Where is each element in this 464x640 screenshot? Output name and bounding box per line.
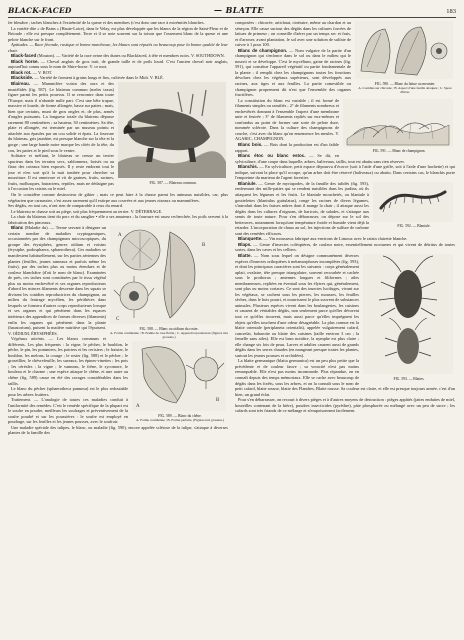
figure-caption: FIG. 591. — Blanc de champignon. [372,149,426,154]
figure-subcaption: A. Forme conidienne ; B. Feuille de rose flétrie ; C. Appareil reproducteur (figures très grossies.) [110,331,228,340]
entry-text: — Les blancs communs et différents. Les plus fréquents : la vigne, le pêcher, le houblon, le pêche, le pin, les pommiers, les poiriers et les cerisiers ; le fraisier, le houblon, les melons, la courge ; le rosier (fig. 588) et le pêcher ; le groseillier, le chèvrefeuille, les sureaux, les épines-vinettes ; les pois ; les céréales ; la vigne ; le vanneau, le frêne, le sycomore, le bouleau et le charme ; une espèce attaque le chêne, et une autre au chêne (fig. 589) cause en été des ravages considérables dans les taillis. [8,336,128,386]
paragraph: Pour s'en débarrasser, on recourt à divers pièges et à d'autres moyens de destruction : pièges appâtés (jattes enduites de miel, bouteilles contenant de la bière), poudres insecticides (pyrèthre), pâte phosphorée ou mélangé avec un peu de sucre ; les cafards sont très friands de ce mélange et n'empoisonnent facilement. [235,397,455,414]
running-head-left: BLACK-FACED [8,6,72,15]
figure-593 [363,254,455,381]
entry-headword: Blanchis. [238,164,259,170]
page-header [8,5,456,18]
entry-black-horse [8,59,228,70]
oak-mildew-illustration [132,341,226,411]
figure-587 [118,82,228,185]
entry-text: (Mouton). — Variété de la race ovine des dunes ou Blackfaced, à tête et membres noirs. V. SOUTHDOWN. [37,53,225,59]
entry-headword: Végétaux atteints. [11,336,45,342]
paragraph: Ses dégâts, en tout cas, n'ont rien de comparable à ceux du renard. [8,203,124,209]
mushroom-spawn-illustration [343,99,453,147]
entry-headword: Blaps. [238,241,252,247]
entry-text: (Maladie du). — Terme servant à désigner un certain nombre de maladies cryptogamiques, occasionnées par des champignons microscopiques, du groupe des érysiphées, genres oïdium et voisins (érysiphe, podosphaera, sphaerotheca). Ces maladies se manifestent habituellement, sur les parties aériennes des plantes (feuilles, jeunes rameaux et parfois même les fruits), par des taches plus ou moins étendues et de couleur blanchâtre (d'où le nom de blanc). Examinées de près, ces taches sont constituées par le tissu végétal plus ou moins enchevêtré et ses organes reproducteurs d'abord les minces filaments descente dans les squats se divisent les conidies reproductrices du champignon, au milieu du feutrage mycélien, les périthèces dans lesquels se formera d'autres corps reproducteurs lorsque et ses organes et qui pénètrent dans les espaces intérieurs des appendices de formes diverses (filaments) enfin les organes qui pénètrent dans la plante (haustorium), puisent la matière nutritive qui l'épuisent. V. OÏDIUM, ÉRYSIPHÉES. [8,225,106,336]
paragraph: On le considère comme destructeur de gibier ; mais ce peut faire à la chasse parmi les animaux nuisibles, car, plus végétarien que carnassier, c'est assez rarement qu'il extirpe aux couvées et aux jeunes oiseaux ou mammifères. [8,191,228,203]
entry-headword: Blatte. [238,252,252,258]
page-number: 183 [446,8,456,15]
badger-illustration [118,82,226,178]
entry-blanc-etoc [235,153,455,164]
paragraph: composées : chicorée, artichaut, cinéraire, même au chardon et au séneçon. Elle cause surtout des dégâts dans les cultures forcées de laitues de primeur ; on conseille d'aérer par un temps sec et frais, et d'arroser, avant plantation, le sol avec une solution de sulfate de cuivre à 1 pour 100. [235,20,351,48]
entry-headword: Blanc de champignon. [238,47,288,53]
left-column [8,20,228,638]
paragraph: La constitution du blanc est variable ; il est formé de filaments simples ou ramifiés ; 2° de filaments nombreux et enchevêtrés donnant à l'ensemble l'aspect d'une membrane unie et feutrée ; 3° de filaments repliés sur eux-mêmes et confondus au point de former une sorte de pelote dure, nommée sclérote. Dans la culture des champignons de couche, c'est avec du blanc qu'on ensemence les meules. V. AGARIC, CHAMPIGNON. [235,97,339,142]
cockroach-illustration [363,254,453,374]
paragraph: Traitement. — L'analogie de toutes ces maladies conduit à l'uniformité des remèdes. C'est le remède spécifique de la plupart est le soufre en poudre, meilleurs les soufrages et préventivement de la soufre poudré et sur les poussières : le soufre est employé en poudrage, sur les feuilles et les jeunes pousses, avec le soufroir. [8,397,128,425]
rose-mildew-illustration [110,226,226,324]
paragraph: Le blanc du pêcher (sphaerotheca pannosa) est le plus redoutable pour les arbres fruitiers. [8,386,128,397]
paragraph: Le blaireau se chasse soit au piège, soit plus fréquemment au terrier. V. DÉTERRAGE. [11,208,163,214]
paragraph: fer bleuâtre ; taches blanches à l'extrémité de la queue et des membres (c'est donc une race à extrémités blanches. [8,20,205,25]
entry-headword: Blanc [11,225,24,231]
figure-590 [355,21,455,94]
right-column [235,20,455,638]
paragraph: Solitaire et méfiant, le blaireau se creuse un terrier spacieux dans les terrains secs, sablonneux, boisés ou au flanc des coteaux bien exposés. Il y reste endormi tout le jour et n'en sort qu'à la nuit tombée pour chercher sa nourriture. Il est omnivore et vit de graines, fruits, racines, fruits, mollusques, batraciens, reptiles, mais ne dédaigne pas à l'occasion les raisins ou le miel. [8,153,114,192]
entry-text: — Genre d'insectes coléoptères, de couleur noire, essentiellement nocturnes et qui vivent de détritus de toutes sortes, dans les caves et les celliers. [235,241,455,253]
entry-text: — En sylviculture, petit espace dépourvu d'écorce (soit à l'aide d'une griffe, soit à l'aide d'une hachette) et qui indique, suivant la place qu'il occupe, qu'un arbre doit être réservé (baliveaux) ou abattu. Dans certains cas, le blanchis porte l'empreinte du marteau de l'agent forestier. [235,164,455,181]
figure-591 [343,99,455,154]
entry-text: — Nom sous lequel on désigne communément diverses espèces d'insectes orthoptères à métamorphoses incomplètes (fig. 593), et dont les principaux caractères sont les suivants : corps généralement aplati, ovalaire, tête presque triangulaire, souvent recourbée et cachée sous le prothorax ; antennes longues et filiformes ; ailes membraneuses, repliées en éventail sous les élytres qui, généralement, sont plus ou moins coriaces. Ce sont des insectes lucifuges, vivant sur les végétaux, se cachent sous les pierres, les mousses, les feuilles sèches, dans le bois pourri, et nourrissent le plus souvent de substances animales. Plusieurs espèces vivent dans les boulangeries, les cuisines et causent de véritables dégâts, non seulement parce qu'elles dévorent tout ce qu'elles trouvent, mais aussi parce qu'elles imprègnent les objets qu'elles touchent d'une odeur désagréable. La plus connue est la blatte orientale (periplaneta orientalis), appelée vulgairement cafard, cancrelat, babarotte ou blatte des cuisines (taille environ 3 cm ; la femelle sans ailes). Elle est brun noirâtre, la nymphe est plus claire ; elle change six fois de peau. Larves et adultes causent aussi de grands dégâts dans les serres chaudes (en mangeant presque toutes les plantes, surtout les jeunes pousses et orchidées). [235,252,359,358]
entry-text: — Vin mousseux fabriqué aux environs de Limoux avec le raisin clairette blanche. [263,236,408,242]
paragraph [8,42,228,53]
entry-text: — V. ROT. [32,69,53,75]
entry-headword: Blaireau. [11,81,31,87]
figure-caption: FIG. 588. — Blanc ou oïdium du rosier. [139,326,199,331]
figure-589 [132,341,228,422]
figure-subcaption: A. Conidies sur chicorée ; B. Aspect d'une feuille attaquée ; C. Spore d'hiver. [358,85,452,94]
entry-headword: Blanc étoc ou blanc estoc. [238,153,306,159]
entry-text: — Bois dont la production est d'un faible rapport. [235,142,339,153]
entry-text: — Se dit, en sylviculture, d'une coupe dans laquelle, arbres, baliveaux, taillis, tout est abattu sans rien réserver. [235,153,405,164]
entry-headword: Blaniule. [238,180,257,186]
running-head-title: — BLATTE [213,5,264,15]
paragraph: La chair du blaireau tient du porc et du sanglier • elle a ses amateurs ; la fourrure est assez recherchée, les poils servent à la fabrication des pinceaux. [8,214,228,225]
entry-headword: Blanquette. [238,236,263,242]
entry-text: — Genre de myriapodes, de la famille des iulidés (fig. 593), renfermant des mille-pattes qui se rendent nuisibles dans les jardins, où ils attaquent les légumes et les fruits. Le blaniule mouchetés, ou blaniule à gouttelettes (blaniulus guttulatus), ronge les racines de divers légumes, s'introduit dans les fraises mûres dont il mange la chair ; il attaque aussi les dégâts dans les cultures d'oignons, de haricots, de salades, et s'attaque aux semis de toute nature. Pour s'en débarrasser, on dépose sur le sol des betteraves, notamment lorsqu'une température froide et humide vient déjà la retarder. L'incorporation de chaux au sol, les injections de sulfure de carbone sont des remèdes efficaces. [235,180,369,236]
figure-caption: FIG. 589. — Blanc du chêne. [158,413,202,418]
figure-588 [110,226,228,339]
paragraph: La variété dite « de Bains » (Haute-Loire), dans le Velay, est plus développée que les blancs de la région de Saint-Fleur et de Brioude ; elle est presque complètement. Terre et il se note souvent sur la toison que l'ossement blanc de la queue et une pelote blanche sur le front. [8,25,228,42]
entry-headword: Black horse. [11,58,39,64]
figure-caption: FIG. 590. — Blanc du laitue ou meunier. [374,81,436,86]
paragraph: Une maladie spéciale des tulipes, le blanc, ou maladie (fig. 590), encore appelée sclérose de la tulipe, s'attaque à diverses plantes de la famille des [8,424,228,436]
svg-text:A: A [136,404,140,410]
entry-blanchis [235,164,455,181]
lettuce-mildew-illustration [355,21,453,79]
svg-text:A: A [118,233,122,239]
entry-headword: Black-faced [11,53,37,59]
paragraph-text: Aptitudes. — Race féconde, rustique et bonne marcheuse, les blancs sont réputés ou beaucoup pour la bonne qualité de leur chair. [8,42,228,53]
figure-592 [373,182,455,229]
svg-text:C: C [116,317,120,323]
figure-subcaption: A. Forme conidienne ; B. Forme parfaite. (Figures très grossies.) [136,418,224,423]
paragraph: La blatte germanique (blatta germanica) est un peu plus petite que la précédente et de couleur fauve ; sa voracité n'est pas moins remarquable. Elle n'est pas moins incommode. Plus répandue, on en connaît depuis des temps mémoriaux. Elle se cache avec beaucoup de dégâts dans les forêts, sous les arbres, et on la connaît sous le nom de petit cafard, blatte rousse, blatte des Flandres, Blatte rousse. Sa couleur est claire, et elle est presque toujours armée, c'est d'un bien, un grand éclat. [235,358,455,397]
entry-text: — Nom vulgaire de la partie d'un champignon qui s'enfonce dans le sol ou dans le milieu qui le nourrit et se développe. C'est le mycélium, gaine de racines (fig. 591), qui constitue l'appareil végétatif ou partie fondamentale de la plante ; il remplit chez les champignons toutes les fonctions dévolues chez les végétaux supérieurs, sont développés aux racines, aux tiges et aux feuilles. La partie comestible ou champignon proprement dit n'est que l'ensemble des organes fructifères. [235,47,351,98]
entry-text: — Mammifère voisin des ours et des mustélidés (fig. 587). Le blaireau commun (meles taxus) figure parmi les petits pourvus. Il se rencontre dans toute l'Europe, mais il n'abonde nulle part. C'est une bête trapue, massive et lourde, de forme allongée, basse sur pattes ; mais, bien que certains, muni de gros ongles et, de plus, armés d'ongles puissants. La longueur totale du blaireau dépasse rarement 80 centimètres ; sa hauteur, 30 centimètres. Sa tête, plate et allongée, est terminée par un museau pointu et attachée aux épaules par un cou solide et épais. La fourrure du blaireau, gris jaunâtre, est presque blanche sur la tête et la gorge ; une large bande noire marque les côtés de la tête, du cou, les pattes et le pied sous le ventre. [8,81,114,153]
entry-headword: Black rot. [11,69,32,75]
svg-text:B: B [202,243,206,249]
figure-caption: FIG. 587. — Blaireau commun. [149,180,197,185]
two-column-body [8,20,456,638]
entry-blaps [235,242,455,253]
entry-text: — Cheval anglais de gros trait, de grande taille et de poils lourd. C'est l'ancien cheval noir anglais, aujourd'hui connu sous le nom de Shire-horse. V. ce mot. [8,58,228,70]
figure-caption: FIG. 593. — Blattes. [393,376,425,381]
millipede-illustration [373,182,453,222]
entry-headword: Blanc bois. [238,142,263,148]
entry-headword: Blackside. [11,75,34,81]
entry-text: — Variété de froment à grains longs et fins, cultivée dans le Midi. V. BLÉ. [34,75,164,81]
svg-text:B: B [216,398,220,404]
figure-caption: FIG. 592. — Blaniule. [397,224,431,229]
